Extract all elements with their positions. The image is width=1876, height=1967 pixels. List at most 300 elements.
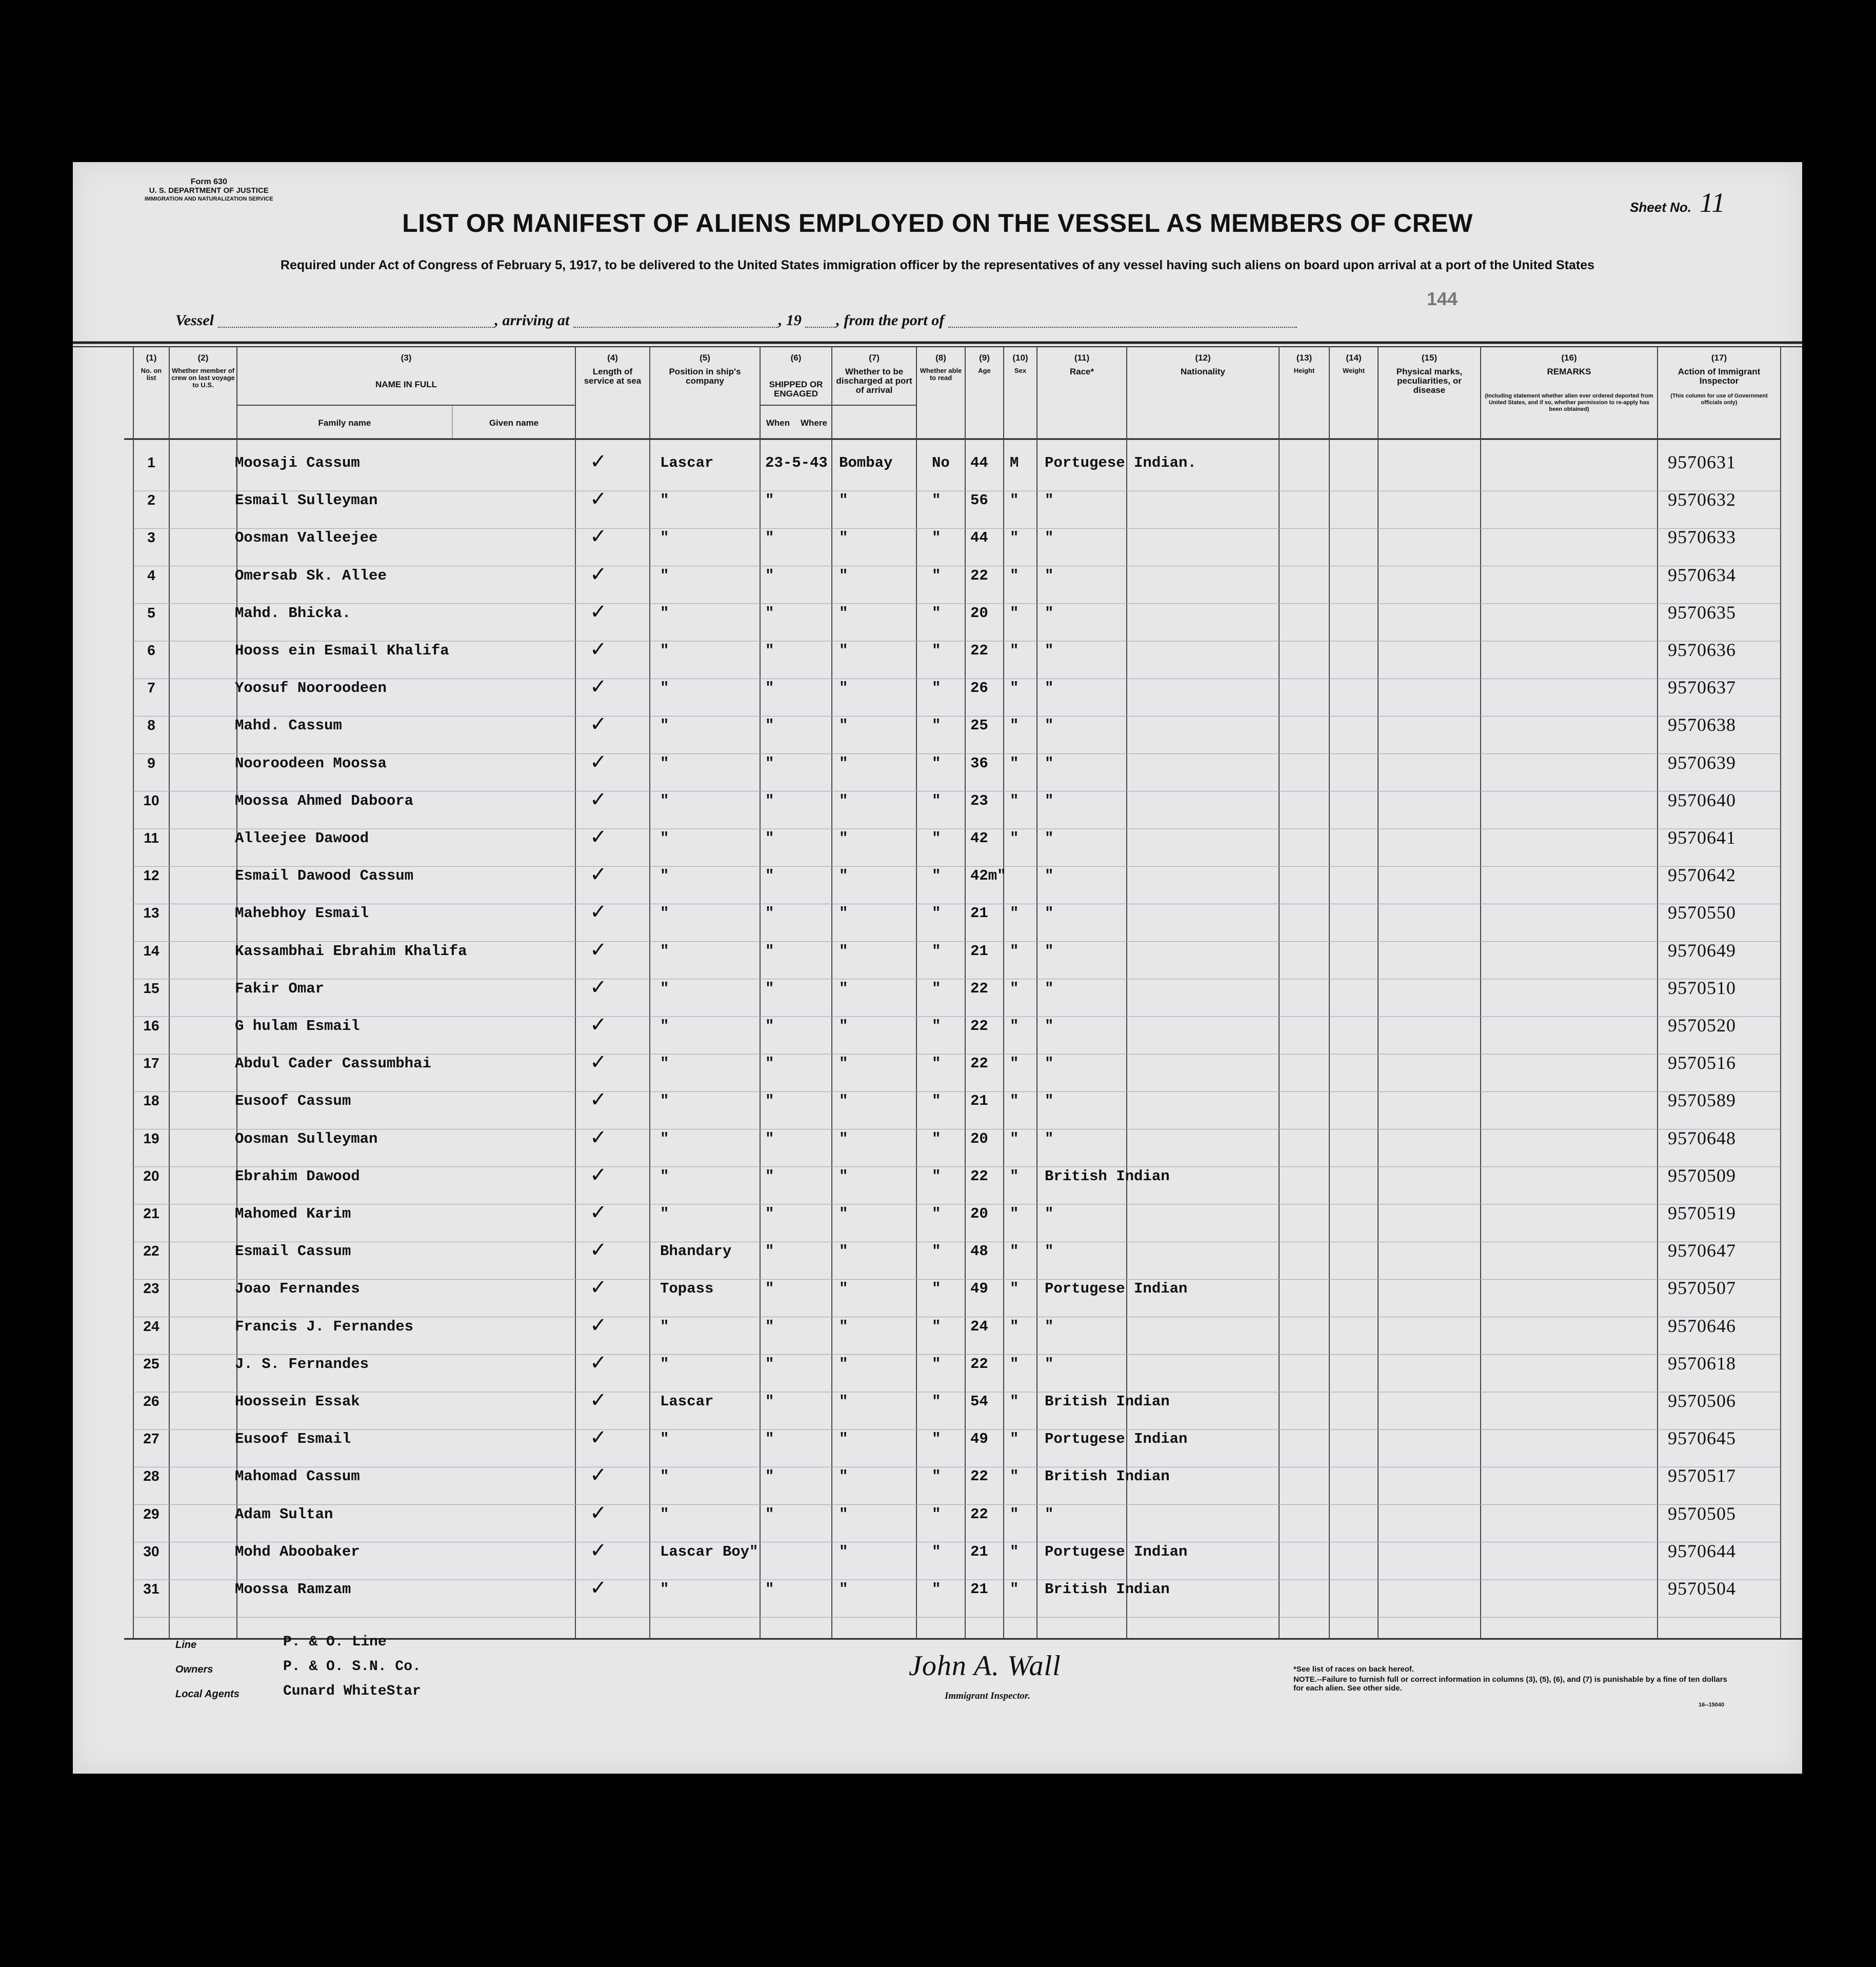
age: 21 <box>970 1092 988 1110</box>
discharged: " <box>932 1243 941 1260</box>
position: " <box>660 1092 669 1110</box>
row-number: 25 <box>143 1355 159 1372</box>
column-header: No. on list <box>141 367 162 382</box>
position: " <box>660 792 669 809</box>
manifest-sheet <box>73 162 1802 1774</box>
sex: " <box>1010 529 1019 547</box>
row-number: 11 <box>144 830 159 846</box>
service-checkmark: ✓ <box>590 562 607 586</box>
age: 22 <box>970 1055 988 1072</box>
discharged: " <box>932 1092 941 1110</box>
position: " <box>660 1318 669 1335</box>
race: " <box>1045 830 1054 847</box>
column-header: Position in ship's company <box>669 367 741 386</box>
sex: " <box>1010 1167 1019 1185</box>
shipped-where: " <box>839 1205 848 1222</box>
column-number: (13) <box>1296 353 1312 363</box>
age: 22 <box>970 642 988 659</box>
discharged: " <box>932 754 941 772</box>
column-header: Race* <box>1069 367 1094 376</box>
shipped-when: " <box>765 1318 774 1335</box>
age: 44 <box>970 454 988 471</box>
shipped-when: " <box>765 529 774 547</box>
discharged: " <box>932 1468 941 1485</box>
column-subheader: Where <box>801 418 827 428</box>
column-header: Age <box>978 367 991 374</box>
service-checkmark: ✓ <box>590 1350 607 1375</box>
sex: " <box>1010 567 1019 584</box>
sex: " <box>1010 1243 1019 1260</box>
discharged: " <box>932 680 941 697</box>
inspector-action: 9570642 <box>1668 865 1736 886</box>
race: " <box>1045 642 1054 659</box>
row-number: 16 <box>143 1018 159 1034</box>
sex: " <box>1010 1505 1019 1523</box>
position: Lascar <box>660 454 714 471</box>
shipped-where: " <box>839 1243 848 1260</box>
position: " <box>660 1130 669 1147</box>
shipped-when: " <box>765 980 774 997</box>
crew-name: Mahd. Cassum <box>235 717 342 734</box>
shipped-where: " <box>839 680 848 697</box>
crew-name: Moosaji Cassum <box>235 454 360 471</box>
shipped-where: " <box>839 792 848 809</box>
inspector-action: 9570507 <box>1668 1278 1736 1299</box>
year-label: , 19 <box>778 312 802 329</box>
position: " <box>660 492 669 509</box>
row-number: 5 <box>147 604 155 621</box>
agents-label: Local Agents <box>175 1688 240 1700</box>
column-header: NAME IN FULL <box>375 380 437 389</box>
position: " <box>660 1430 669 1448</box>
column-number: (3) <box>401 353 412 363</box>
shipped-where: " <box>839 717 848 734</box>
shipped-when: " <box>765 1581 774 1598</box>
shipped-when: " <box>765 1018 774 1035</box>
race: " <box>1045 1205 1054 1222</box>
shipped-where: " <box>839 529 848 547</box>
discharged: " <box>932 1205 941 1222</box>
service-checkmark: ✓ <box>590 1426 607 1450</box>
column-subheader: Family name <box>318 418 371 428</box>
row-number: 12 <box>143 867 159 884</box>
shipped-where: " <box>839 1468 848 1485</box>
row-number: 23 <box>143 1280 159 1297</box>
shipped-when: " <box>765 830 774 847</box>
owners-label: Owners <box>175 1664 213 1675</box>
position: Bhandary <box>660 1243 732 1260</box>
service-checkmark: ✓ <box>590 1125 607 1149</box>
inspector-action: 9570519 <box>1668 1203 1736 1223</box>
shipped-when: " <box>765 867 774 885</box>
shipped-when: " <box>765 1167 774 1185</box>
line-value: P. & O. Line <box>283 1634 387 1650</box>
races-note: *See list of races on back hereof. <box>1293 1665 1414 1674</box>
sex: " <box>1010 1055 1019 1072</box>
row-number: 19 <box>143 1130 159 1146</box>
row-number: 31 <box>143 1581 159 1597</box>
crew-name: Kassambhai Ebrahim Khalifa <box>235 942 467 960</box>
position: " <box>660 867 669 885</box>
shipped-when: " <box>765 1468 774 1485</box>
crew-name: Moossa Ramzam <box>235 1581 351 1598</box>
column-number: (1) <box>146 353 157 363</box>
age: 22 <box>970 1505 988 1523</box>
inspector-action: 9570638 <box>1668 714 1736 736</box>
inspector-action: 9570516 <box>1668 1052 1736 1074</box>
shipped-where: " <box>839 1018 848 1035</box>
column-header: Nationality <box>1181 367 1225 376</box>
sex: " <box>1010 1430 1019 1448</box>
row-number: 15 <box>143 980 159 996</box>
discharged: " <box>932 980 941 997</box>
inspector-action: 9570645 <box>1668 1428 1736 1449</box>
inspector-action: 9570517 <box>1668 1465 1736 1486</box>
column-number: (5) <box>700 353 710 363</box>
column-number: (17) <box>1711 353 1727 363</box>
column-header: Action of Immigrant Inspector <box>1678 367 1761 386</box>
position: " <box>660 1018 669 1035</box>
race: " <box>1045 717 1054 734</box>
race: " <box>1045 680 1054 697</box>
inspector-action: 9570648 <box>1668 1127 1736 1148</box>
shipped-when: " <box>765 680 774 697</box>
service: IMMIGRATION AND NATURALIZATION SERVICE <box>145 196 273 202</box>
service-checkmark: ✓ <box>590 825 607 849</box>
column-subheader: Given name <box>489 418 539 428</box>
sex: " <box>1010 1581 1019 1598</box>
position: " <box>660 1505 669 1523</box>
inspector-action: 9570631 <box>1668 452 1736 472</box>
discharged: " <box>932 867 941 885</box>
inspector-action: 9570510 <box>1668 977 1736 998</box>
sex: " <box>1010 604 1019 622</box>
crew-name: Eusoof Cassum <box>235 1092 351 1110</box>
age: 26 <box>970 680 988 697</box>
shipped-where: " <box>839 1167 848 1185</box>
crew-name: Joao Fernandes <box>235 1280 360 1298</box>
service-checkmark: ✓ <box>590 1276 607 1300</box>
age: 42m" <box>970 867 1006 885</box>
service-checkmark: ✓ <box>590 1013 607 1037</box>
shipped-where: " <box>839 642 848 659</box>
position: " <box>660 830 669 847</box>
service-checkmark: ✓ <box>590 1163 607 1187</box>
crew-name: Mahomed Karim <box>235 1205 351 1222</box>
shipped-where: " <box>839 604 848 622</box>
column-number: (15) <box>1421 353 1438 363</box>
service-checkmark: ✓ <box>590 1463 607 1487</box>
row-number: 1 <box>147 454 155 470</box>
crew-name: Yoosuf Nooroodeen <box>235 680 387 697</box>
position: " <box>660 567 669 584</box>
row-number: 17 <box>143 1055 159 1071</box>
service-checkmark: ✓ <box>590 712 607 737</box>
row-number: 13 <box>143 905 159 921</box>
sex: " <box>1010 717 1019 734</box>
row-number: 26 <box>143 1393 159 1409</box>
column-header: Physical marks, peculiarities, or disease <box>1396 367 1463 395</box>
position: " <box>660 980 669 997</box>
inspector-action: 9570618 <box>1668 1353 1736 1374</box>
inspector-action: 9570647 <box>1668 1240 1736 1261</box>
service-checkmark: ✓ <box>590 1201 607 1224</box>
inspector-action: 9570634 <box>1668 564 1736 585</box>
position: " <box>660 717 669 734</box>
shipped-when: " <box>765 1505 774 1523</box>
discharged: " <box>932 1130 941 1147</box>
column-number: (10) <box>1012 353 1028 363</box>
shipped-where: Bombay <box>839 454 893 471</box>
discharged: " <box>932 567 941 584</box>
inspector-action: 9570636 <box>1668 640 1736 660</box>
column-header: Whether member of crew on last voyage to U.S. <box>171 367 235 389</box>
position: " <box>660 1468 669 1485</box>
race: " <box>1045 980 1054 997</box>
sex: " <box>1010 1543 1019 1560</box>
age: 20 <box>970 604 988 622</box>
position: " <box>660 1355 669 1373</box>
crew-name: Oosman Sulleyman <box>235 1130 378 1147</box>
age: 22 <box>970 1167 988 1185</box>
column-header: SHIPPED OR ENGAGED <box>769 380 823 399</box>
row-number: 4 <box>147 567 155 583</box>
service-checkmark: ✓ <box>590 975 607 999</box>
position: " <box>660 604 669 622</box>
row-number: 20 <box>143 1167 159 1184</box>
age: 21 <box>970 942 988 960</box>
age: 25 <box>970 717 988 734</box>
crew-name: J. S. Fernandes <box>235 1355 369 1373</box>
crew-name: Hooss ein Esmail Khalifa <box>235 642 449 659</box>
row-number: 27 <box>143 1430 159 1447</box>
shipped-when: " <box>765 1280 774 1298</box>
agents-value: Cunard WhiteStar <box>283 1683 421 1699</box>
race: " <box>1045 1055 1054 1072</box>
sex: " <box>1010 1092 1019 1110</box>
service-checkmark: ✓ <box>590 487 607 511</box>
position: " <box>660 1581 669 1598</box>
shipped-when: " <box>765 1393 774 1410</box>
shipped-when: " <box>765 1243 774 1260</box>
sex: " <box>1010 680 1019 697</box>
inspector-action: 9570640 <box>1668 789 1736 810</box>
crew-name: Ebrahim Dawood <box>235 1167 360 1185</box>
shipped-where: " <box>839 830 848 847</box>
discharged: " <box>932 604 941 622</box>
crew-name: Francis J. Fernandes <box>235 1318 414 1335</box>
row-number: 14 <box>143 942 159 959</box>
inspector-label: Immigrant Inspector. <box>945 1691 1030 1701</box>
discharged: " <box>932 1018 941 1035</box>
service-checkmark: ✓ <box>590 525 607 549</box>
column-header: Sex <box>1014 367 1027 374</box>
race: Portugese Indian. <box>1045 454 1196 471</box>
sheet-number-value: 11 <box>1700 187 1725 218</box>
position: " <box>660 1055 669 1072</box>
discharged: " <box>932 1393 941 1410</box>
row-number: 6 <box>147 642 155 658</box>
column-note: (This column for use of Government officials only) <box>1670 393 1768 406</box>
discharged: " <box>932 492 941 509</box>
sex: " <box>1010 1205 1019 1222</box>
shipped-when: " <box>765 492 774 509</box>
inspector-action: 9570637 <box>1668 677 1736 698</box>
race: " <box>1045 867 1054 885</box>
inspector-action: 9570506 <box>1668 1390 1736 1411</box>
column-header: Whether to be discharged at port of arrival <box>836 367 912 395</box>
race: " <box>1045 1130 1054 1147</box>
inspector-action: 9570509 <box>1668 1165 1736 1186</box>
sex: " <box>1010 754 1019 772</box>
sex: " <box>1010 492 1019 509</box>
row-number: 30 <box>143 1543 159 1559</box>
race: " <box>1045 492 1054 509</box>
crew-name: Adam Sultan <box>235 1505 333 1523</box>
column-header: Whether able to read <box>920 367 962 382</box>
shipped-where: " <box>839 980 848 997</box>
crew-name: Mahebhoy Esmail <box>235 905 369 922</box>
discharged: " <box>932 1543 941 1560</box>
race: Portugese Indian <box>1045 1543 1188 1560</box>
column-number: (4) <box>607 353 618 363</box>
service-checkmark: ✓ <box>590 1088 607 1112</box>
department: U. S. DEPARTMENT OF JUSTICE <box>149 186 269 195</box>
crew-name: Mahomad Cassum <box>235 1468 360 1485</box>
row-number: 24 <box>143 1318 159 1334</box>
crew-name: Nooroodeen Moossa <box>235 754 387 772</box>
service-checkmark: ✓ <box>590 1313 607 1337</box>
discharged: " <box>932 1280 941 1298</box>
race: " <box>1045 905 1054 922</box>
service-checkmark: ✓ <box>590 1388 607 1412</box>
age: 24 <box>970 1318 988 1335</box>
shipped-when: " <box>765 1130 774 1147</box>
service-checkmark: ✓ <box>590 450 607 473</box>
sex: M <box>1010 454 1019 471</box>
shipped-where: " <box>839 1130 848 1147</box>
race: British Indian <box>1045 1167 1170 1185</box>
service-checkmark: ✓ <box>590 1238 607 1262</box>
sex: " <box>1010 942 1019 960</box>
sex: " <box>1010 1130 1019 1147</box>
owners-value: P. & O. S.N. Co. <box>283 1659 421 1675</box>
column-header: Weight <box>1342 367 1365 374</box>
row-number: 18 <box>143 1092 159 1109</box>
crew-name: Moossa Ahmed Daboora <box>235 792 414 809</box>
age: 23 <box>970 792 988 809</box>
discharged: " <box>932 830 941 847</box>
column-header: REMARKS <box>1547 367 1591 376</box>
race: " <box>1045 1018 1054 1035</box>
inspector-action: 9570520 <box>1668 1015 1736 1036</box>
shipped-when: " <box>765 642 774 659</box>
shipped-when: " <box>765 567 774 584</box>
position: " <box>660 754 669 772</box>
service-checkmark: ✓ <box>590 1576 607 1600</box>
crew-name: Omersab Sk. Allee <box>235 567 387 584</box>
race: British Indian <box>1045 1393 1170 1410</box>
crew-name: Mahd. Bhicka. <box>235 604 351 622</box>
race: Portugese Indian <box>1045 1430 1188 1448</box>
crew-name: Alleejee Dawood <box>235 830 369 847</box>
position: Lascar Boy" <box>660 1543 759 1560</box>
column-header: Length of service at sea <box>584 367 642 386</box>
shipped-when: " <box>765 1430 774 1448</box>
discharged: " <box>932 1055 941 1072</box>
row-number: 8 <box>147 717 155 733</box>
crew-name: Esmail Cassum <box>235 1243 351 1260</box>
row-number: 7 <box>147 680 155 696</box>
sex: " <box>1010 830 1019 847</box>
race: " <box>1045 792 1054 809</box>
age: 22 <box>970 1018 988 1035</box>
shipped-where: " <box>839 1430 848 1448</box>
shipped-when: " <box>765 792 774 809</box>
arriving-label: , arriving at <box>494 312 570 329</box>
sex: " <box>1010 642 1019 659</box>
shipped-where: " <box>839 1505 848 1523</box>
crew-name: Eusoof Esmail <box>235 1430 351 1448</box>
age: 56 <box>970 492 988 509</box>
shipped-when: " <box>765 754 774 772</box>
age: 22 <box>970 1468 988 1485</box>
inspector-action: 9570641 <box>1668 827 1736 848</box>
shipped-where: " <box>839 1318 848 1335</box>
age: 20 <box>970 1205 988 1222</box>
race: British Indian <box>1045 1468 1170 1485</box>
sex: " <box>1010 1468 1019 1485</box>
service-checkmark: ✓ <box>590 675 607 699</box>
race: " <box>1045 942 1054 960</box>
service-checkmark: ✓ <box>590 900 607 924</box>
age: 49 <box>970 1280 988 1298</box>
crew-name: Esmail Dawood Cassum <box>235 867 414 885</box>
age: 36 <box>970 754 988 772</box>
column-number: (6) <box>790 353 802 363</box>
shipped-where: " <box>839 1280 848 1298</box>
age: 21 <box>970 1543 988 1560</box>
sheet-number-label: Sheet No. <box>1630 200 1691 215</box>
column-subheader: When <box>766 418 790 428</box>
shipped-when: 23-5-43 <box>765 454 828 471</box>
service-checkmark: ✓ <box>590 1501 607 1525</box>
crew-name: Abdul Cader Cassumbhai <box>235 1055 431 1072</box>
service-checkmark: ✓ <box>590 1050 607 1075</box>
sex: " <box>1010 1355 1019 1373</box>
page-title: LIST OR MANIFEST OF ALIENS EMPLOYED ON THE VESSEL AS MEMBERS OF CREW <box>402 209 1473 237</box>
inspector-action: 9570644 <box>1668 1540 1736 1561</box>
position: " <box>660 529 669 547</box>
sex: " <box>1010 980 1019 997</box>
race: " <box>1045 754 1054 772</box>
race: Portugese Indian <box>1045 1280 1188 1298</box>
crew-name: Oosman Valleejee <box>235 529 378 547</box>
shipped-when: " <box>765 905 774 922</box>
inspector-action: 9570589 <box>1668 1090 1736 1111</box>
inspector-action: 9570505 <box>1668 1503 1736 1524</box>
discharged: " <box>932 642 941 659</box>
page-subtitle: Required under Act of Congress of February 5, 1917, to be delivered to the United States immigration officer by the representatives of any vessel having such aliens on board upon arrival at a port of the United States <box>280 258 1595 272</box>
sex: " <box>1010 1280 1019 1298</box>
column-number: (14) <box>1346 353 1362 363</box>
inspector-signature: John A. Wall <box>909 1650 1061 1682</box>
inspector-action: 9570504 <box>1668 1578 1736 1599</box>
race: " <box>1045 567 1054 584</box>
from-label: , from the port of <box>836 312 945 329</box>
column-number: (16) <box>1561 353 1577 363</box>
sex: " <box>1010 905 1019 922</box>
